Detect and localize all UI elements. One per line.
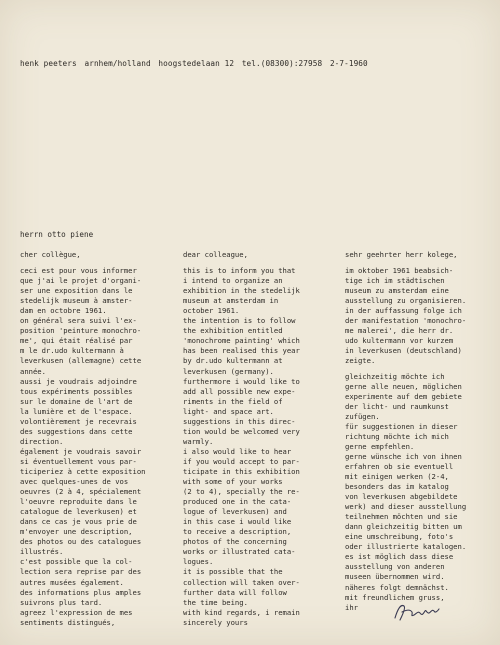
text-line: von leverkusen abgebildete [345,492,458,502]
text-line: has been realised this year [183,346,300,356]
text-line: warmly. [183,436,214,446]
text-line: oder illustrierte katalogen. [345,542,467,552]
text-line: tige ich im städtischen [345,276,445,286]
text-line: illustrés. [20,547,64,557]
text-line: werk) and dieser ausstellung [345,502,467,512]
text-line: dann gleichzeitig bitten um [345,522,462,532]
text-line: photos of the concerning [183,537,287,547]
text-line: ser une exposition dans le [20,286,133,296]
text-line: on général sera suivi l'ex- [20,316,137,326]
text-line: leverkusen (allemagne) cette [20,356,142,366]
sender-name: henk peeters [20,59,77,68]
text-line: des suggestions dans cette [20,426,133,436]
text-line: gerne wünsche ich von ihnen [345,451,462,461]
text-line: der licht- und raumkunst [345,401,449,411]
text-line: ihr [345,602,358,612]
text-line: volontièrement je recevrais [20,416,137,426]
text-line: works or illustrated cata- [183,547,296,557]
french-salutation: cher collègue, [20,250,81,259]
text-line: im oktober 1961 beabsich- [345,266,454,276]
text-line: to receive a description, [183,527,292,537]
english-body [183,266,341,628]
french-body [20,266,180,628]
text-line: teilnehmen möchten und sie [345,512,458,522]
text-line: with some of your works [183,477,283,487]
text-line: si éventuellement vous par- [20,456,137,466]
text-line: ausstellung von anderen [345,562,445,572]
text-line: es ist möglich dass diese [345,552,454,562]
text-line: lection sera reprise par des [20,567,142,577]
text-line: besonders das im katalog [345,482,449,492]
text-line: add all possible new expe- [183,386,296,396]
text-line: ticiperiez à cette exposition [20,466,146,476]
text-line: richtung möchte ich mich [345,431,449,441]
text-line: mit freundlichem gruss, [345,592,445,602]
german-body-paragraph-1 [345,266,495,366]
text-line: logue of leverkusen) and [183,507,287,517]
letter-date: 2-7-1960 [329,59,368,68]
sender-address: hoogstedelaan 12 [158,59,235,68]
text-line: direction. [20,436,64,446]
text-line: in this case i would like [183,517,292,527]
german-column [345,250,495,613]
text-line: museum at amsterdam in [183,296,279,306]
text-line: with kind regards, i remain [183,607,300,617]
text-line: sentiments distingués, [20,617,116,627]
text-line: ceci est pour vous informer [20,266,137,276]
text-line: furthermore i would like to [183,376,300,386]
text-line: me malerei', die herr dr. [345,326,454,336]
text-line: avec quelques-unes de vos [20,477,129,487]
text-line: des photos ou des catalogues [20,537,142,547]
text-line: für suggestionen in dieser [345,421,458,431]
text-line: museum zu amsterdam eine [345,286,449,296]
text-line: que j'ai le projet d'organi- [20,276,142,286]
french-column [20,250,180,628]
text-line: dans ce cas je vous prie de [20,517,137,527]
german-body-paragraph-2 [345,372,495,613]
text-line: gleichzeitig möchte ich [345,371,445,381]
text-line: collection will taken over- [183,577,300,587]
text-line: in leverkusen (deutschland) [345,346,462,356]
text-line: produced one in the cata- [183,497,292,507]
text-line: riments in the field of [183,396,283,406]
text-line: position 'peinture monochro- [20,326,142,336]
text-line: dam en octobre 1961. [20,306,107,316]
text-line: gerne alle neuen, möglichen [345,381,462,391]
text-line: logues. [183,557,214,567]
text-line: leverkusen (germany). [183,366,274,376]
text-line: further data will follow [183,587,287,597]
recipient-name: herrn otto piene [20,230,94,239]
text-line: the intention is to follow [183,316,296,326]
sender-phone: tel.(08300):27958 [241,59,323,68]
text-line: erfahren ob sie eventuell [345,461,454,471]
text-line: autres musées également. [20,577,124,587]
letterhead [20,59,492,68]
text-line: mit einigen werken (2-4, [345,471,449,481]
text-line: la lumière et de l'espace. [20,406,133,416]
text-line: agreez l'expression de mes [20,607,133,617]
text-line: if you would accept to par- [183,456,300,466]
text-line: année. [20,366,46,376]
text-line: zeigte. [345,356,376,366]
sender-city: arnhem/holland [84,59,151,68]
text-line: stedelijk museum à amster- [20,296,133,306]
text-line: l'oeuvre reproduite dans le [20,497,137,507]
text-line: by dr.udo kultermann at [183,356,283,366]
text-line: i intend to organize an [183,276,283,286]
text-line: this is to inform you that [183,266,296,276]
text-line: the exhibition entitled [183,326,283,336]
text-line: sincerely yours [183,617,248,627]
text-line: der manifestation 'monochro- [345,316,467,326]
text-line: light- and space art. [183,406,274,416]
text-line: zufügen. [345,411,380,421]
text-line: udo kultermann vor kurzem [345,336,454,346]
text-line: näheres folgt demnächst. [345,582,449,592]
text-line: tion would be welcomed very [183,426,300,436]
text-line: m le dr.udo kultermann à [20,346,124,356]
text-line: gerne empfehlen. [345,441,415,451]
text-line: ausstellung zu organisieren. [345,296,467,306]
german-salutation: sehr geehrter herr kolege, [345,250,458,259]
text-line: it is possible that the [183,567,283,577]
text-line: museen übernommen wird. [345,572,445,582]
text-line: october 1961. [183,306,240,316]
text-line: the time being. [183,597,248,607]
text-line: des informations plus amples [20,587,142,597]
text-line: également je voudrais savoir [20,446,142,456]
text-line: c'est possible que la col- [20,557,133,567]
text-line: (2 to 4), specially the re- [183,487,300,497]
text-line: ticipate in this exhibition [183,466,300,476]
text-line: suivrons plus tard. [20,597,103,607]
english-column [183,250,341,628]
text-line: in der auffassung folge ich [345,306,462,316]
text-line: eine umschreibung, foto's [345,532,454,542]
handwritten-signature [392,600,442,624]
text-line: suggestions in this direc- [183,416,296,426]
text-line: sur le domaine de l'art de [20,396,133,406]
text-line: i also would like to hear [183,446,292,456]
text-line: 'monochrome painting' which [183,336,300,346]
text-line: tous expériments possibles [20,386,133,396]
text-line: aussi je voudrais adjoindre [20,376,137,386]
text-line: experimente auf dem gebiete [345,391,462,401]
english-salutation: dear colleague, [183,250,248,259]
text-line: m'envoyer une description, [20,527,133,537]
text-line: me', qui était réalisé par [20,336,133,346]
text-line: oeuvres (2 à 4, spécialement [20,487,142,497]
text-line: exhibition in the stedelijk [183,286,300,296]
text-line: catalogue de leverkusen) et [20,507,137,517]
